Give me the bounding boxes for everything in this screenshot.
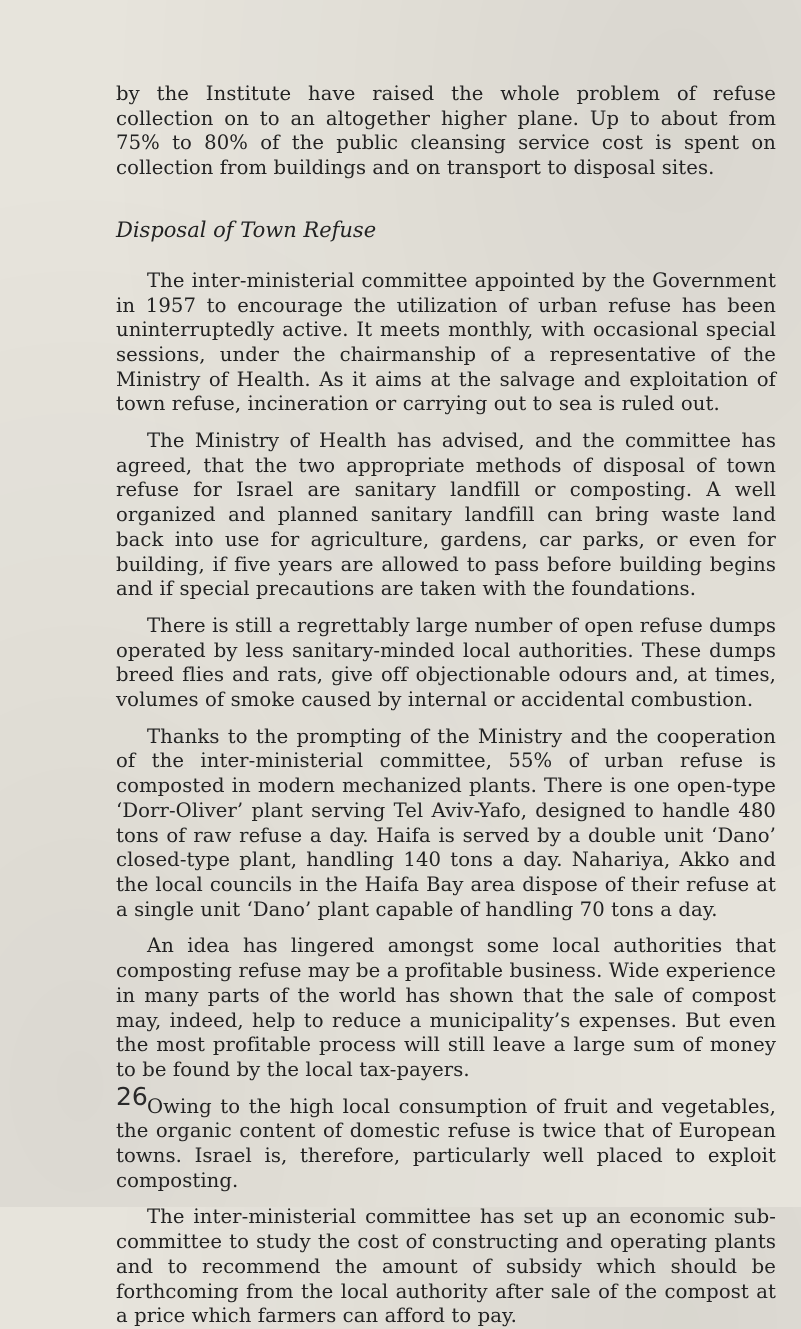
paragraph-sub-committee: The inter-ministerial committee has set up an economic sub-committee to study the cost of constructing and operating plants and to recommend the amount of subsidy which should be forthcoming from the local authority after sale of the compost at a price which farmers can afford to pay.	[116, 1205, 776, 1328]
text-column	[116, 82, 776, 1329]
paragraph-profitability: An idea has lingered amongst some local authorities that composting refuse may be a profitable business. Wide experience in many parts of the world has shown that the sale of compost may, indeed, help to reduce a municipality’s expenses. But even the most profitable process will still leave a large sum of money to be found by the local tax-payers.	[116, 934, 776, 1081]
paragraph-disposal-methods: The Ministry of Health has advised, and the committee has agreed, that the two appropriate methods of disposal of town refuse for Israel are sanitary landfill or composting. A well organized and planned sanitary landfill can bring waste land back into use for agriculture, gardens, car parks, or even for building, if five years are allowed to pass before building begins and if special precautions are taken with the foundations.	[116, 429, 776, 601]
paragraph-composting-plants: Thanks to the prompting of the Ministry and the cooperation of the inter-ministerial committee, 55% of urban refuse is composted in modern mechanized plants. There is one open-type ‘Dorr-Oliver’ plant serving Tel Aviv-Yafo, designed to handle 480 tons of raw refuse a day. Haifa is served by a double unit ‘Dano’ closed-type plant, handling 140 tons a day. Nahariya, Akko and the local councils in the Haifa Bay area dispose of their refuse at a single unit ‘Dano’ plant capable of handling 70 tons a day.	[116, 724, 776, 921]
paragraph-committee: The inter-ministerial committee appointed by the Government in 1957 to encourage the utilization of urban refuse has been uninterruptedly active. It meets monthly, with occasional special sessions, under the chairmanship of a representative of the Ministry of Health. As it aims at the salvage and exploitation of town refuse, incineration or carrying out to sea is ruled out.	[116, 268, 776, 416]
section-heading: Disposal of Town Refuse	[116, 217, 377, 242]
intro-paragraph: by the Institute have raised the whole problem of refuse collection on to an altogether higher plane. Up to about from 75% to 80% of the public cleansing service cost is spent on collection from buildings and on transport to disposal sites.	[116, 82, 776, 180]
paragraph-organic-content: Owing to the high local consumption of fruit and vegetables, the organic content of domestic refuse is twice that of European towns. Israel is, therefore, particularly well placed to exploit composting.	[116, 1094, 776, 1192]
paragraph-open-dumps: There is still a regrettably large number of open refuse dumps operated by less sanitary-minded local authorities. These dumps breed flies and rats, give off objectionable odours and, at times, volumes of smoke caused by internal or accidental combustion.	[116, 613, 776, 712]
page-number: 26	[116, 1082, 148, 1111]
